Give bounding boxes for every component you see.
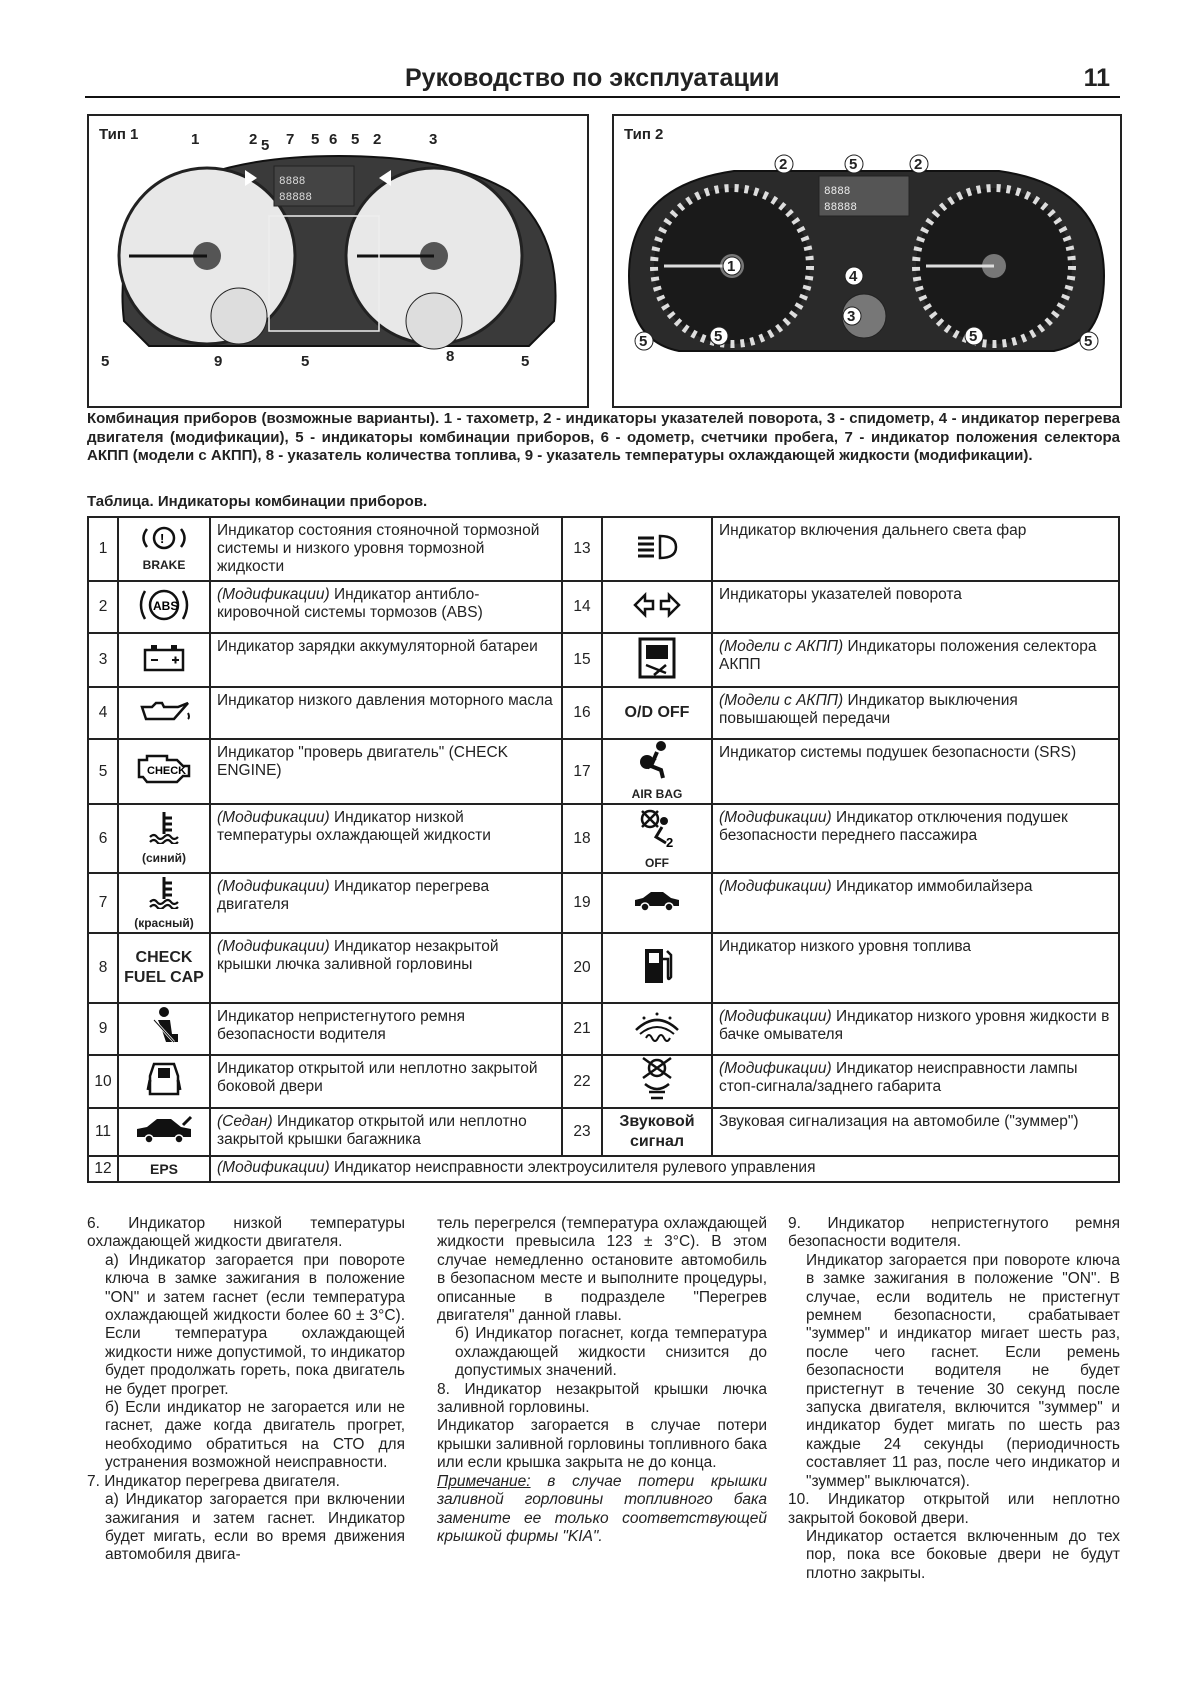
indicator-symbol-cell: [602, 633, 712, 687]
note: [437, 1473, 767, 1547]
table-row: [88, 581, 1119, 633]
table-row: [88, 687, 1119, 739]
indicator-qualifier: (Модификации): [217, 938, 330, 955]
indicator-number: 3: [88, 633, 118, 687]
stop-lamp-icon: [637, 1056, 677, 1102]
callout-5: 5: [969, 328, 978, 345]
indicator-symbol-cell: [602, 933, 712, 1003]
indicator-qualifier: (Модификации): [217, 1159, 330, 1176]
gear-selector-icon: [634, 635, 680, 681]
indicator-qualifier: (Модели с АКПП): [719, 692, 844, 709]
indicator-description: (Модели с АКПП) Индикатор выключения повышающей передачи: [712, 687, 1119, 739]
callout-3: 3: [847, 308, 856, 325]
paragraph: тель перегрелся (температура охлаждающей жидкости превысила 123 ± 3°С). В этом случае немедленно остановите автомобиль в безопасном месте и выполните процедуры, описанные в подразделе "Перегрев двигателя" данной главы.: [437, 1215, 767, 1325]
indicator-number: 18: [562, 804, 602, 873]
table-row: [88, 933, 1119, 1003]
abs-icon: [137, 585, 191, 625]
turn-signals-icon: [631, 592, 683, 618]
battery-icon: [141, 642, 187, 674]
indicator-symbol-cell: [118, 1156, 210, 1182]
indicator-qualifier: (Модификации): [719, 878, 832, 895]
indicator-description: Индикатор открытой или неплотно закрытой боковой двери: [210, 1055, 562, 1108]
indicator-symbol-text: BRAKE: [142, 557, 186, 572]
paragraph: а) Индикатор загорается при включении зажигания и затем гаснет. Индикатор будет мигать, если во время движения автомобиля двига-: [105, 1491, 405, 1564]
airbag-icon: [639, 740, 675, 780]
indicator-number: 8: [88, 933, 118, 1003]
paragraph: 8. Индикатор незакрытой крышки лючка заливной горловины.: [437, 1380, 767, 1417]
indicator-number: 5: [88, 739, 118, 804]
indicator-description: Звуковая сигнализация на автомобиле ("зуммер"): [712, 1108, 1119, 1156]
svg-text:2: 2: [666, 835, 674, 849]
paragraph: 9. Индикатор непристегнутого ремня безопасности водителя.: [788, 1215, 1120, 1251]
cluster-drawing-type2: [614, 116, 1120, 406]
indicators-table: [87, 516, 1120, 1183]
indicator-symbol-cell: [118, 633, 210, 687]
indicator-description: Индикатор "проверь двигатель" (CHECK ENGINE): [210, 739, 562, 804]
cluster-figure-type2: [612, 114, 1122, 408]
paragraph: Индикатор остается включенным до тех пор, пока все боковые двери не будут плотно закрыты.: [806, 1527, 1120, 1582]
svg-text:!: !: [160, 530, 165, 546]
immobilizer-icon: [631, 890, 683, 912]
indicator-symbol-cell: [602, 687, 712, 739]
indicator-symbol-cell: [602, 1003, 712, 1055]
callout-2: 2: [914, 156, 923, 173]
paragraph: 6. Индикатор низкой температуры охлаждающей жидкости двигателя.: [87, 1215, 405, 1251]
callout-5: 5: [301, 353, 310, 370]
paragraph: Индикатор загорается в случае потери крышки заливной горловины топливного бака или если крышка закрыта не до конца.: [437, 1417, 767, 1472]
indicator-symbol-text: EPS: [149, 1161, 178, 1177]
indicator-symbol-cell: [118, 933, 210, 1003]
note-text: в случае потери крышки заливной горловины топливного бака замените ее только соответствующей крышкой фирмы "KIA".: [437, 1472, 767, 1545]
indicator-symbol-cell: [118, 739, 210, 804]
indicator-symbol-cell: [118, 687, 210, 739]
text-column-3: [788, 1215, 1120, 1583]
table-title: Таблица. Индикаторы комбинации приборов.: [87, 493, 428, 510]
indicator-symbol-text: CHECK FUEL CAP: [124, 949, 204, 986]
paragraph: 10. Индикатор открытой или неплотно закрытой боковой двери.: [788, 1491, 1120, 1527]
indicator-description: (Модификации) Индикатор низкого уровня жидкости в бачке омывателя: [712, 1003, 1119, 1055]
indicator-symbol-cell: [118, 804, 210, 873]
page-number: 11: [1083, 64, 1110, 92]
callout-5: 5: [639, 333, 648, 350]
cluster-figure-type1: [87, 114, 589, 408]
callout-5: 5: [849, 156, 858, 173]
note-label: Примечание:: [437, 1472, 531, 1490]
callout-5: 5: [311, 131, 320, 148]
cluster-drawing-type1: [89, 116, 587, 406]
indicator-symbol-cell: [602, 739, 712, 804]
indicator-description: (Модификации) Индикатор незакрытой крышки лючка заливной горловины: [210, 933, 562, 1003]
indicator-number: 12: [88, 1156, 118, 1182]
coolant-icon: [147, 810, 181, 844]
table-row: [88, 517, 1119, 581]
indicator-qualifier: (Седан): [217, 1113, 273, 1130]
seatbelt-icon: [146, 1006, 182, 1048]
callout-5: 5: [101, 353, 110, 370]
indicator-description: Индикатор состояния стояночной тормозной системы и низкого уровня тормозной жидкости: [210, 517, 562, 581]
indicator-number: 9: [88, 1003, 118, 1055]
table-row: [88, 739, 1119, 804]
check-engine-icon: [131, 750, 197, 788]
indicator-qualifier: (Модификации): [217, 809, 330, 826]
table-row: [88, 1108, 1119, 1156]
callout-5: 5: [521, 353, 530, 370]
indicator-qualifier: (Модификации): [719, 809, 832, 826]
paragraph: а) Индикатор загорается при повороте ключа в замке зажигания в положение "ON" и затем гаснет (если температура охлаждающей жидкости более 60 ± 3°С). Если температура охлаждающей жидкости ниже допустимой, то индикатор будет продолжать гореть, пока двигатель не будет прогрет.: [105, 1251, 406, 1398]
indicator-description: (Модификации) Индикатор низкой температуры охлаждающей жидкости: [210, 804, 562, 873]
indicator-description: (Модели с АКПП) Индикаторы положения селектора АКПП: [712, 633, 1119, 687]
indicator-symbol-cell: [602, 1055, 712, 1108]
indicator-symbol-cell: [602, 1108, 712, 1156]
callout-2: 2: [249, 131, 258, 148]
callout-2: 2: [373, 131, 382, 148]
svg-text:88888: 88888: [279, 192, 313, 204]
callout-4: 4: [849, 268, 858, 285]
callout-5: 5: [1084, 333, 1093, 350]
indicator-symbol-text: O/D OFF: [624, 704, 690, 721]
callout-7: 7: [286, 131, 295, 148]
indicator-qualifier: (Модификации): [719, 1060, 832, 1077]
table-row: [88, 804, 1119, 873]
indicator-number: 13: [562, 517, 602, 581]
figure-label: Тип 2: [624, 126, 664, 143]
washer-fluid-icon: [632, 1010, 682, 1044]
text-column-1: [87, 1215, 405, 1565]
oil-can-icon: [136, 695, 192, 727]
table-row: [88, 1156, 1119, 1182]
fuel-pump-icon: [639, 945, 675, 987]
indicator-symbol-cell: [118, 1003, 210, 1055]
indicator-description: (Модификации) Индикатор неисправности электроусилителя рулевого управления: [210, 1156, 1119, 1182]
indicator-number: 22: [562, 1055, 602, 1108]
indicator-description: Индикатор низкого давления моторного масла: [210, 687, 562, 739]
indicator-number: 4: [88, 687, 118, 739]
indicator-description: (Модификации) Индикатор неисправности лампы стоп-сигнала/заднего габарита: [712, 1055, 1119, 1108]
indicator-symbol-cell: [118, 873, 210, 933]
indicator-qualifier: (Модификации): [719, 1008, 832, 1025]
callout-9: 9: [214, 353, 223, 370]
indicator-number: 16: [562, 687, 602, 739]
indicator-symbol-cell: [602, 581, 712, 633]
svg-text:CHECK: CHECK: [147, 765, 187, 777]
callout-1: 1: [191, 131, 200, 148]
indicator-description: Индикатор системы подушек безопасности (SRS): [712, 739, 1119, 804]
indicator-description: Индикатор включения дальнего света фар: [712, 517, 1119, 581]
indicator-number: 17: [562, 739, 602, 804]
text-column-2: [437, 1215, 767, 1546]
svg-text:ABS: ABS: [153, 598, 179, 613]
indicator-number: 23: [562, 1108, 602, 1156]
callout-5: 5: [714, 328, 723, 345]
callout-5: 5: [261, 137, 270, 154]
indicator-symbol-cell: [118, 581, 210, 633]
indicator-number: 19: [562, 873, 602, 933]
indicator-number: 10: [88, 1055, 118, 1108]
indicator-description: Индикатор непристегнутого ремня безопасности водителя: [210, 1003, 562, 1055]
indicator-description: Индикаторы указателей поворота: [712, 581, 1119, 633]
indicator-number: 15: [562, 633, 602, 687]
indicator-qualifier: (Модификации): [217, 586, 330, 603]
callout-3: 3: [429, 131, 438, 148]
indicator-symbol-text: OFF: [645, 856, 669, 870]
indicator-description: (Модификации) Индикатор перегрева двигателя: [210, 873, 562, 933]
indicator-description: (Модификации) Индикатор отключения подушек безопасности переднего пассажира: [712, 804, 1119, 873]
indicator-number: 20: [562, 933, 602, 1003]
indicator-number: 6: [88, 804, 118, 873]
header-title: Руководство по эксплуатации: [405, 64, 780, 92]
svg-text:8888: 8888: [279, 176, 306, 188]
callout-2: 2: [779, 156, 788, 173]
indicator-symbol-text: Звуковой сигнал: [619, 1113, 695, 1150]
callout-1: 1: [727, 258, 736, 275]
indicator-number: 14: [562, 581, 602, 633]
paragraph: Индикатор загорается при повороте ключа в замке зажигания в положение "ON". В случае, если водитель не пристегнут ремнем безопасности, срабатывает "зуммер" и индикатор мигает шесть раз, после чего гаснет. Если ремень безопасности водителя не будет пристегнут в течение 30 секунд после запуска двигателя, включится "зуммер" и индикатор будет мигать по шесть раз каждые 24 секунды (периодичность составляет 11 раз, после чего индикатор и "зуммер" выключатся).: [806, 1251, 1120, 1490]
svg-text:8888: 8888: [824, 186, 851, 198]
callout-6: 6: [329, 131, 338, 148]
indicator-symbol-cell: [118, 1055, 210, 1108]
indicator-number: 2: [88, 581, 118, 633]
svg-text:88888: 88888: [824, 202, 858, 214]
indicator-description: (Модификации) Индикатор антибло-кировочной системы тормозов (ABS): [210, 581, 562, 633]
indicator-symbol-text: AIR BAG: [631, 787, 683, 801]
passenger-airbag-off-icon: [636, 805, 678, 849]
indicator-description: (Модификации) Индикатор иммобилайзера: [712, 873, 1119, 933]
indicator-symbol-cell: [602, 517, 712, 581]
callout-8: 8: [446, 348, 455, 365]
indicator-symbol-cell: [118, 517, 210, 581]
indicator-number: 21: [562, 1003, 602, 1055]
table-row: [88, 1055, 1119, 1108]
indicator-description: Индикатор зарядки аккумуляторной батареи: [210, 633, 562, 687]
indicator-qualifier: (Модификации): [217, 878, 330, 895]
table-row: [88, 633, 1119, 687]
table-row: [88, 873, 1119, 933]
indicator-description: Индикатор низкого уровня топлива: [712, 933, 1119, 1003]
paragraph: б) Если индикатор не загорается или не гаснет, даже когда двигатель прогрет, необходимо обратиться на СТО для устранения возможной неисправности.: [105, 1399, 405, 1472]
indicator-number: 7: [88, 873, 118, 933]
coolant-icon: [147, 875, 181, 909]
callout-5: 5: [351, 131, 360, 148]
indicator-number: 1: [88, 517, 118, 581]
figure-label: Тип 1: [99, 126, 139, 143]
indicator-symbol-cell: [118, 1108, 210, 1156]
figure-caption: Комбинация приборов (возможные варианты). 1 - тахометр, 2 - индикаторы указателей поворота, 3 - спидометр, 4 - индикатор перегрева двигателя (модификации), 5 - индикаторы комбинации приборов, 6 - одометр, счетчики пробега, 7 - индикатор положения селектора АКПП (модели с АКПП), 8 - указатель количества топлива, 9 - указатель температуры охлаждающей жидкости (модификации).: [87, 410, 1120, 464]
door-open-icon: [146, 1058, 182, 1100]
brake-icon: [135, 525, 193, 551]
indicator-number: 11: [88, 1108, 118, 1156]
table-row: [88, 1003, 1119, 1055]
indicator-qualifier: (Модели с АКПП): [719, 638, 844, 655]
high-beam-icon: [634, 530, 680, 564]
page-header: [85, 58, 1120, 98]
indicator-symbol-text: (синий): [141, 851, 187, 865]
indicator-description: (Седан) Индикатор открытой или неплотно закрытой крышки багажника: [210, 1108, 562, 1156]
indicator-symbol-cell: [602, 804, 712, 873]
paragraph: 7. Индикатор перегрева двигателя.: [87, 1472, 340, 1490]
trunk-open-icon: [133, 1115, 195, 1145]
paragraph: б) Индикатор погаснет, когда температура охлаждающей жидкости снизится до допустимых значений.: [455, 1325, 767, 1380]
indicator-symbol-text: (красный): [134, 915, 194, 930]
indicator-symbol-cell: [602, 873, 712, 933]
